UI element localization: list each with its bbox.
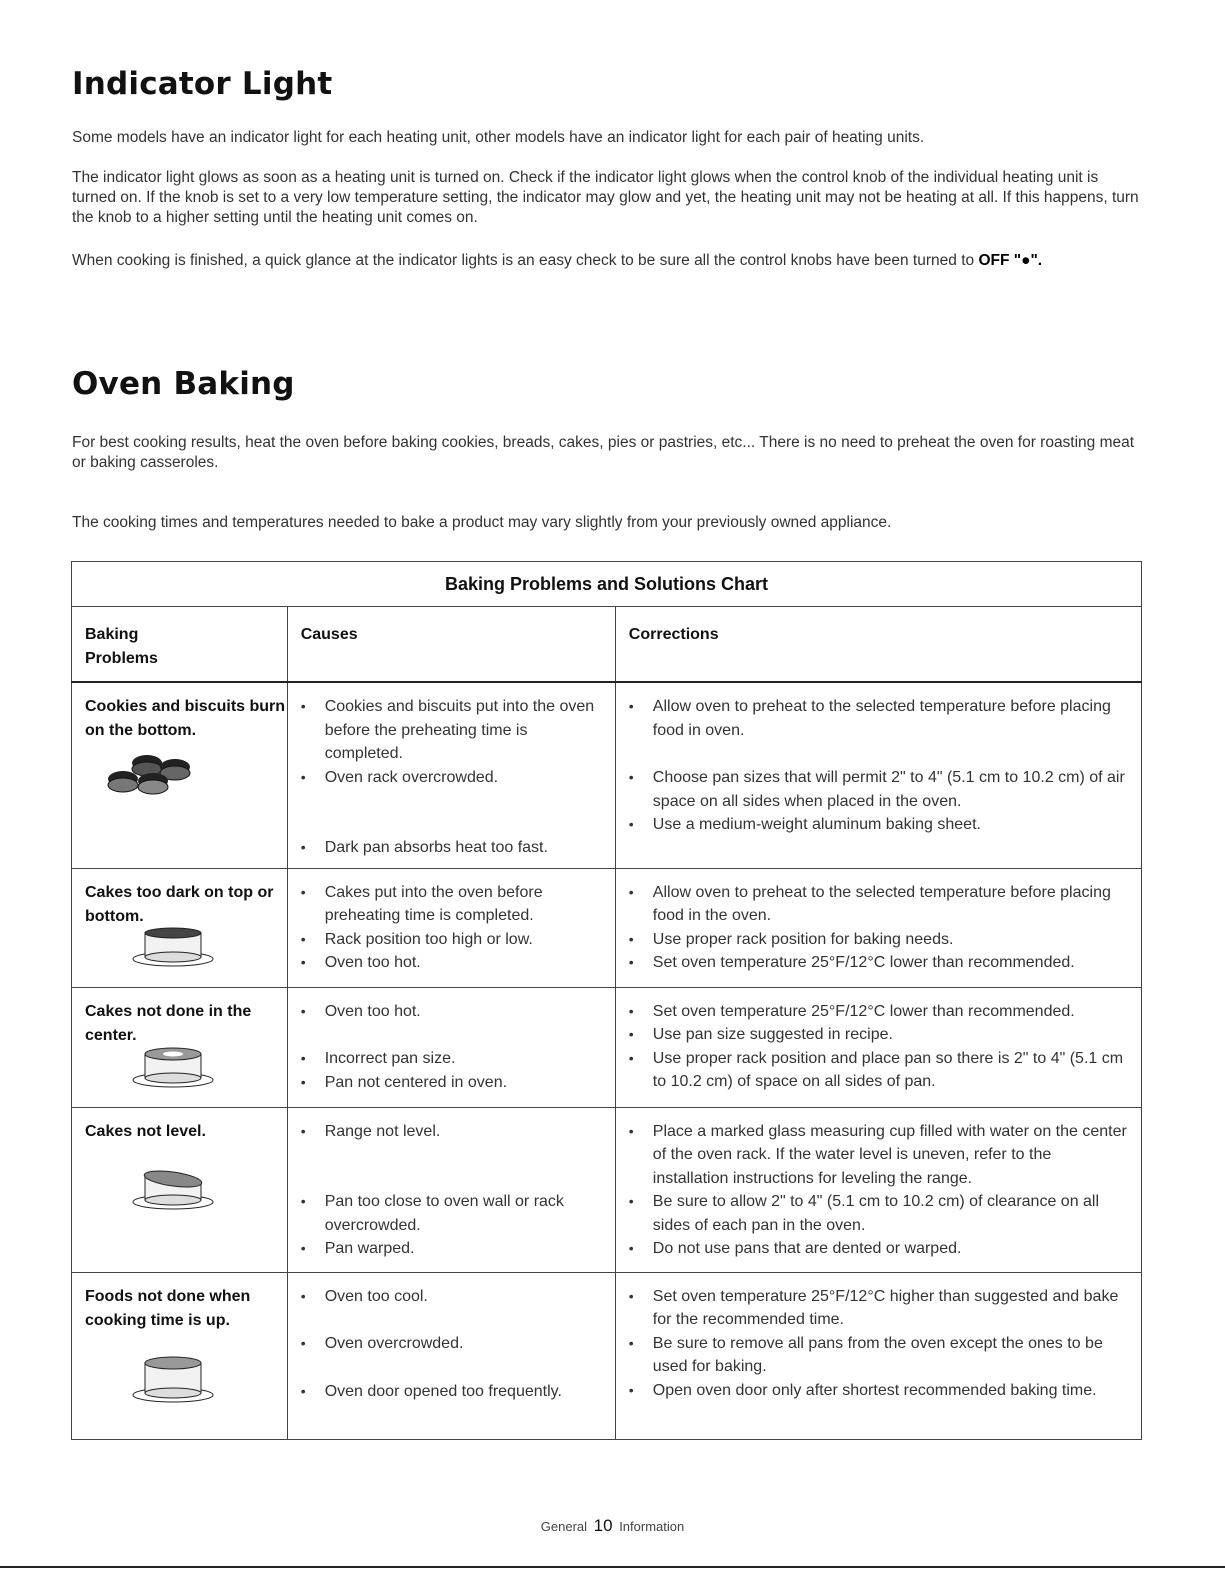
table-row — [72, 1107, 1142, 1272]
header-causes: Causes — [300, 626, 358, 643]
table-row — [72, 682, 1142, 868]
cause-item: • Range not level. — [300, 1120, 605, 1144]
correction-item: • Be sure to allow 2" to 4" (5.1 cm to 10.2 cm) of clearance on all sides of each pan in the oven. — [628, 1190, 1131, 1237]
correction-item: • Allow oven to preheat to the selected temperature before placing food in the oven. — [628, 881, 1131, 928]
correction-item: • Open oven door only after shortest recommended baking time. — [628, 1379, 1131, 1403]
oven-paragraph-2: The cooking times and temperatures needed to bake a product may vary slightly from your previously owned appliance. — [72, 514, 892, 531]
indicator-paragraph-3 — [72, 251, 1144, 271]
cause-item: • Rack position too high or low. — [300, 928, 605, 952]
cause-item: • Oven overcrowded. — [300, 1332, 605, 1356]
cause-item: • Cakes put into the oven before preheating time is completed. — [300, 881, 605, 928]
table-row — [72, 868, 1142, 987]
problem-label: Cakes not level. — [85, 1122, 206, 1140]
correction-item: • Place a marked glass measuring cup filled with water on the center of the oven rack. If the water level is uneven, refer to the installation instructions for leveling the range. — [628, 1120, 1131, 1191]
cause-item: • Oven too hot. — [300, 951, 605, 975]
correction-item: • Use proper rack position for baking needs. — [628, 928, 1131, 952]
off-setting-label: OFF "●". — [978, 252, 1043, 269]
chart-header-row — [72, 607, 1142, 683]
correction-item: • Set oven temperature 25°F/12°C lower than recommended. — [628, 1000, 1131, 1024]
baking-problems-chart — [71, 561, 1142, 1440]
cake-icon — [85, 1349, 225, 1405]
oven-paragraph-1: For best cooking results, heat the oven before baking cookies, breads, cakes, pies or pastries, etc... There is no need to preheat the oven for roasting meat or baking casseroles. — [72, 434, 1135, 471]
correction-item: • Use proper rack position and place pan so there is 2" to 4" (5.1 cm to 10.2 cm) of space on all sides of pan. — [628, 1047, 1131, 1094]
correction-item: • Set oven temperature 25°F/12°C higher than suggested and bake for the recommended time. — [628, 1285, 1131, 1332]
indicator-paragraph-1: Some models have an indicator light for each heating unit, other models have an indicator light for each pair of heating units. — [72, 129, 925, 146]
table-row — [72, 987, 1142, 1107]
indicator-paragraph-2: The indicator light glows as soon as a heating unit is turned on. Check if the indicator light glows when the control knob of the individual heating unit is turned on. If the knob is set to a very low temperature setting, the indicator may glow and yet, the heating unit may not be heating at all. If this happens, turn the knob to a higher setting until the heating unit comes on. — [72, 169, 1139, 226]
problem-label: Cookies and biscuits burn on the bottom. — [85, 698, 286, 739]
cause-item: • Dark pan absorbs heat too fast. — [300, 836, 605, 860]
indicator-light-heading: Indicator Light — [72, 66, 333, 102]
correction-item: • Choose pan sizes that will permit 2" to 4" (5.1 cm to 10.2 cm) of air space on all sides when placed in the oven. — [628, 766, 1131, 813]
cookies-icon — [85, 749, 195, 801]
page-number: 10 — [593, 1516, 613, 1535]
tilted-cake-icon — [85, 1162, 225, 1214]
header-corrections: Corrections — [628, 626, 719, 643]
table-row — [72, 1272, 1142, 1439]
correction-item: • Use a medium-weight aluminum baking sheet. — [628, 813, 1131, 837]
oven-baking-heading: Oven Baking — [72, 366, 295, 402]
problem-label: Cakes not done in the center. — [85, 1002, 252, 1044]
cause-item: • Cookies and biscuits put into the oven before the preheating time is completed. — [300, 695, 605, 766]
problem-label: Cakes too dark on top or bottom. — [85, 883, 274, 925]
chart-title: Baking Problems and Solutions Chart — [72, 562, 1142, 607]
correction-item: • Allow oven to preheat to the selected temperature before placing food in oven. — [628, 695, 1131, 742]
correction-item: • Set oven temperature 25°F/12°C lower than recommended. — [628, 951, 1131, 975]
cake-icon — [85, 1046, 225, 1088]
header-problems: Baking Problems — [85, 626, 158, 667]
footer-left: General — [540, 1519, 588, 1534]
cause-item: • Oven too cool. — [300, 1285, 605, 1309]
cause-item: • Incorrect pan size. — [300, 1047, 605, 1071]
correction-item: • Use pan size suggested in recipe. — [628, 1023, 1131, 1047]
cause-item: • Oven rack overcrowded. — [300, 766, 605, 790]
correction-item: • Be sure to remove all pans from the oven except the ones to be used for baking. — [628, 1332, 1131, 1379]
problem-label: Foods not done when cooking time is up. — [85, 1287, 251, 1329]
correction-item: • Do not use pans that are dented or warped. — [628, 1237, 1131, 1261]
cause-item: • Oven door opened too frequently. — [300, 1380, 605, 1404]
cause-item: • Oven too hot. — [300, 1000, 605, 1024]
cause-item: • Pan warped. — [300, 1237, 605, 1261]
cause-item: • Pan too close to oven wall or rack overcrowded. — [300, 1190, 605, 1237]
page-footer — [0, 1516, 1225, 1536]
footer-right: Information — [619, 1519, 685, 1534]
indicator-p3-text: When cooking is finished, a quick glance at the indicator lights is an easy check to be sure all the control knobs have been turned to — [72, 252, 979, 269]
bottom-divider — [0, 1566, 1225, 1568]
cause-item: • Pan not centered in oven. — [300, 1071, 605, 1095]
cake-icon — [85, 927, 225, 967]
